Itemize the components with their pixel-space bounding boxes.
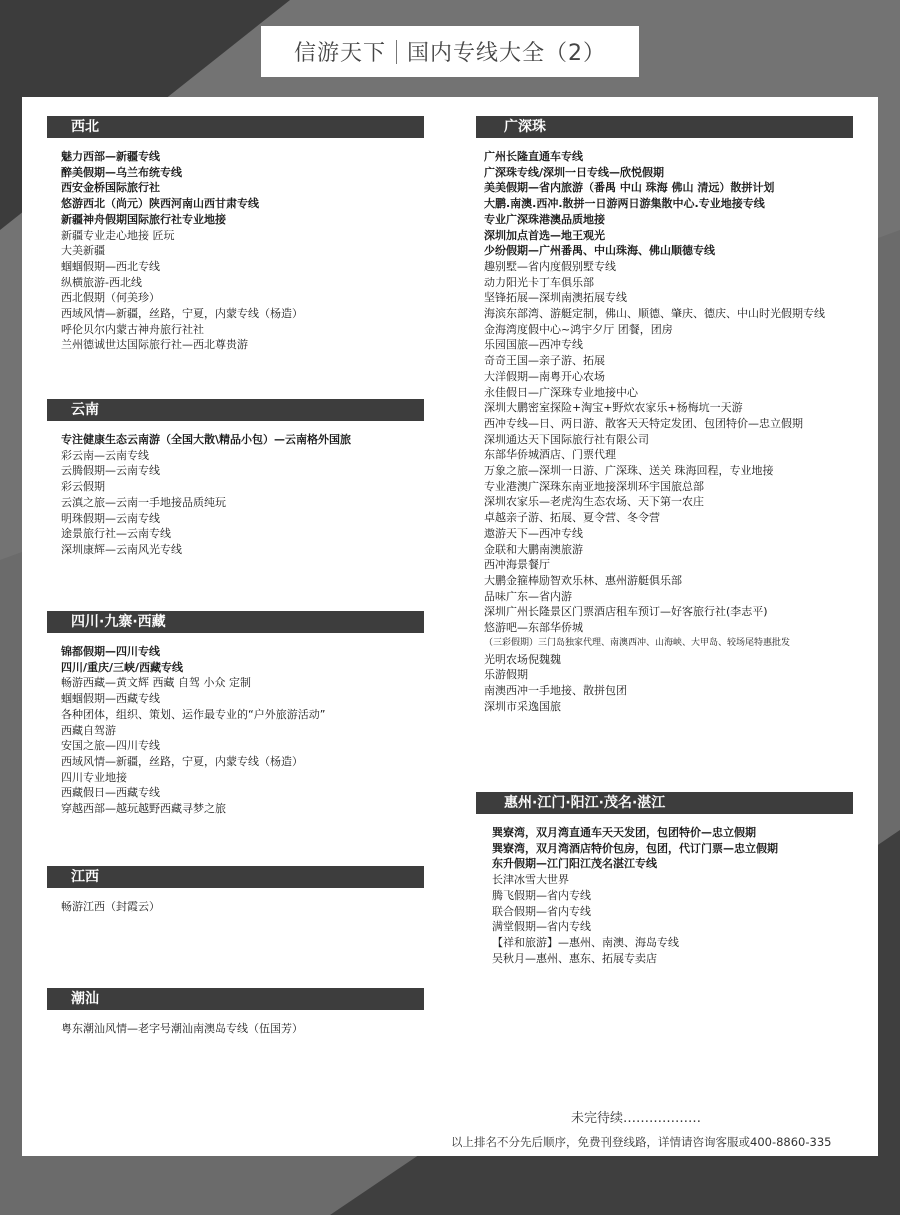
list-item: 品味广东—省内游	[484, 589, 572, 603]
list-item: 粤东潮汕风情—老字号潮汕南澳岛专线（伍国芳）	[61, 1022, 303, 1035]
list-item: 乐游假期	[484, 668, 528, 682]
list-item: 兰州德诚世达国际旅行社—西北尊贵游	[61, 338, 248, 352]
section-heading: 西北	[47, 116, 424, 138]
list-item: 大美新疆	[61, 244, 105, 258]
section-heading: 惠州·江门·阳江·茂名·湛江	[476, 792, 853, 814]
list-item: 四川专业地接	[61, 770, 127, 784]
list-item: 魅力西部—新疆专线	[61, 150, 160, 163]
list-item: 呼伦贝尔内蒙古神舟旅行社社	[61, 322, 204, 336]
list-item: 趣别墅—省内度假别墅专线	[484, 259, 616, 273]
list-item: 联合假期—省内专线	[492, 904, 591, 918]
list-item: 深圳农家乐—老虎沟生态农场、天下第一农庄	[484, 495, 704, 509]
list-item: 巽寮湾，双月湾直通车天天发团，包团特价—忠立假期	[492, 826, 756, 839]
brand-name: 信游天下	[293, 41, 386, 66]
list-item: 吴秋月—惠州、惠东、拓展专卖店	[492, 951, 657, 965]
section-list	[47, 149, 424, 353]
list-item: 西冲专线—日、两日游、散客天天特定发团、包团特价—忠立假期	[484, 416, 803, 430]
list-item: 专注健康生态云南游（全国大散\精品小包）—云南格外国旅	[61, 433, 352, 446]
list-item: 深圳康辉—云南风光专线	[61, 542, 182, 556]
list-item: 悠游西北（尚元）陕西河南山西甘肃专线	[61, 197, 259, 211]
section-list	[47, 899, 424, 915]
list-item: 永佳假日—广深珠专业地接中心	[484, 385, 638, 399]
section-heading: 云南	[47, 399, 424, 421]
list-item: 云滇之旅—云南一手地接品质纯玩	[61, 495, 226, 509]
list-item: 深圳加点首选—地王观光	[484, 228, 605, 242]
list-item: 坚锋拓展—深圳南澳拓展专线	[484, 291, 627, 305]
section-sichuan	[47, 611, 424, 817]
section-jiangxi	[47, 866, 424, 915]
section-huizhou	[476, 792, 853, 966]
section-heading: 四川·九寨·西藏	[47, 611, 424, 633]
page-title	[261, 26, 639, 77]
list-item: 东部华侨城酒店、门票代理	[484, 448, 616, 462]
list-item: 悠游吧—东部华侨城	[484, 621, 583, 635]
list-item: 深圳通达天下国际旅行社有限公司	[484, 432, 649, 446]
list-item: 深圳大鹏密室探险+淘宝+野炊农家乐+杨梅坑一天游	[484, 401, 743, 415]
list-item: 专业港澳广深珠东南亚地接深圳环宇国旅总部	[484, 479, 704, 493]
list-item: 西域风情—新疆，丝路，宁夏，内蒙专线（杨造）	[61, 754, 303, 768]
list-item: 新疆神舟假期国际旅行社专业地接	[61, 212, 226, 226]
list-item: 西冲海景餐厅	[484, 558, 550, 572]
list-item: 纵横旅游-西北线	[61, 275, 142, 289]
footer-note: 以上排名不分先后顺序，免费刊登线路，详情请咨询客服或400-8860-335	[451, 1135, 832, 1149]
list-item: 明珠假期—云南专线	[61, 511, 160, 525]
list-item: 西藏自驾游	[61, 723, 116, 737]
list-item: 大洋假期—南粤开心农场	[484, 369, 605, 383]
list-item: 穿越西部—越玩越野西藏寻梦之旅	[61, 802, 226, 816]
section-xibei	[47, 116, 424, 353]
list-item: 大鹏.南澳.西冲.散拼一日游两日游集散中心.专业地接专线	[484, 197, 765, 211]
list-item: 南澳西冲一手地接、散拼包团	[484, 683, 627, 697]
list-item: 乐园国旅—西冲专线	[484, 338, 583, 352]
list-item: 广州长隆直通车专线	[484, 150, 583, 163]
list-item: 海滨东部湾、游艇定制，佛山、顺德、肇庆、德庆、中山时光假期专线	[484, 307, 825, 321]
list-item: 安国之旅—四川专线	[61, 739, 160, 753]
list-item: 彩云假期	[61, 480, 105, 494]
list-item: 奇奇王国—亲子游、拓展	[484, 354, 605, 368]
list-item: 深圳市采逸国旅	[484, 699, 561, 713]
section-heading: 潮汕	[47, 988, 424, 1010]
section-guangshenzhu	[476, 116, 853, 714]
list-item: 东升假期—江门阳江茂名湛江专线	[492, 857, 657, 871]
list-item: 美美假期—省内旅游（番禺 中山 珠海 佛山 清远）散拼计划	[484, 181, 775, 195]
list-item: 途景旅行社—云南专线	[61, 527, 171, 541]
section-yunnan	[47, 399, 424, 558]
section-list	[47, 1021, 424, 1037]
section-list	[47, 432, 424, 558]
list-item: 万象之旅—深圳一日游、广深珠、送关 珠海回程，专业地接	[484, 464, 774, 478]
list-item: 卓越亲子游、拓展、夏令营、冬令营	[484, 511, 660, 525]
list-item: 云腾假期—云南专线	[61, 464, 160, 478]
list-item: 西安金桥国际旅行社	[61, 181, 160, 195]
list-item: 金海湾度假中心~鸿宇夕厅 团餐，团房	[484, 322, 673, 336]
title-divider	[396, 40, 397, 64]
list-item: 四川/重庆/三峡/西藏专线	[61, 660, 184, 674]
list-item: （三彩假期）三门岛独家代理、南澳西冲、山海峡、大甲岛、较场尾特惠批发	[484, 637, 791, 648]
list-item: 西北假期（何美珍）	[61, 291, 160, 305]
section-list	[476, 149, 853, 714]
title-text: 国内专线大全（2）	[407, 41, 606, 66]
section-list	[476, 825, 853, 966]
list-item: 少纷假期—广州番禺、中山珠海、佛山顺德专线	[484, 244, 715, 258]
list-item: 深圳广州长隆景区门票酒店租车预订—好客旅行社(李志平)	[484, 605, 768, 619]
list-item: 长津冰雪大世界	[492, 873, 569, 887]
section-heading: 广深珠	[476, 116, 853, 138]
list-item: 光明农场倪魏魏	[484, 652, 561, 666]
list-item: 【祥和旅游】—惠州、南澳、海岛专线	[492, 935, 679, 949]
list-item: 锦都假期—四川专线	[61, 645, 160, 658]
list-item: 彩云南—云南专线	[61, 448, 149, 462]
to-be-continued: 未完待续………………	[571, 1111, 702, 1126]
list-item: 醉美假期—乌兰布统专线	[61, 165, 182, 179]
list-item: 广深珠专线/深圳一日专线—欣悦假期	[484, 165, 665, 179]
list-item: 西域风情—新疆，丝路，宁夏，内蒙专线（杨造）	[61, 307, 303, 321]
list-item: 蝈蝈假期—西北专线	[61, 259, 160, 273]
list-item: 蝈蝈假期—西藏专线	[61, 692, 160, 706]
list-item: 巽寮湾，双月湾酒店特价包房，包团，代订门票—忠立假期	[492, 841, 778, 855]
list-item: 大鹏金箍棒励智欢乐林、惠州游艇俱乐部	[484, 573, 682, 587]
list-item: 畅游江西（封霞云）	[61, 900, 160, 913]
section-list	[47, 644, 424, 817]
list-item: 满堂假期—省内专线	[492, 920, 591, 934]
section-chaoshan	[47, 988, 424, 1037]
list-item: 金联和大鹏南澳旅游	[484, 542, 583, 556]
list-item: 动力阳光卡丁车俱乐部	[484, 275, 594, 289]
list-item: 腾飞假期—省内专线	[492, 888, 591, 902]
list-item: 遨游天下—西冲专线	[484, 526, 583, 540]
list-item: 畅游西藏—黄文辉 西藏 自驾 小众 定制	[61, 676, 251, 690]
list-item: 新疆专业走心地接 匠玩	[61, 228, 175, 242]
list-item: 西藏假日—西藏专线	[61, 786, 160, 800]
list-item: 各种团体，组织、策划、运作最专业的“户外旅游活动”	[61, 707, 326, 721]
list-item: 专业广深珠港澳品质地接	[484, 212, 605, 226]
section-heading: 江西	[47, 866, 424, 888]
